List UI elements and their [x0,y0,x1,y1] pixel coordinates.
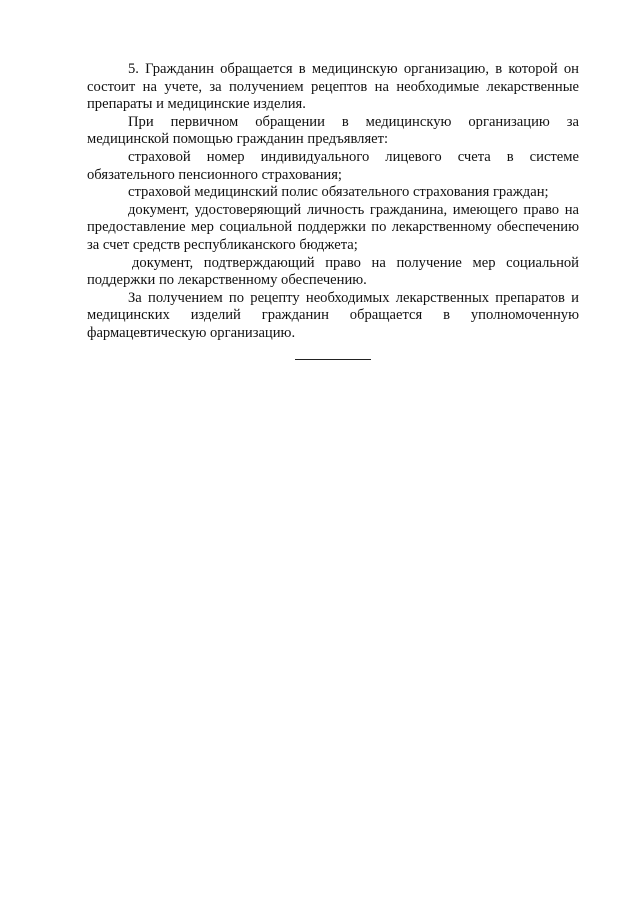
paragraph-pharmacy: За получением по рецепту необходимых лекарственных препаратов и медицинских изделий гражданин обращается в уполномоченную фармацевтическую организацию. [87,289,579,341]
paragraph-snils: страховой номер индивидуального лицевого счета в системе обязательного пенсионного страхования; [87,148,579,183]
end-divider-line [295,359,371,360]
paragraph-identity-document: документ, удостоверяющий личность гражданина, имеющего право на предоставление мер социальной поддержки по лекарственному обеспечению за счет средств республиканского бюджета; [87,201,579,253]
paragraph-item-5: 5. Гражданин обращается в медицинскую организацию, в которой он состоит на учете, за получением рецептов на необходимые лекарственные препараты и медицинские изделия. [87,61,579,113]
document-body [87,61,579,343]
paragraph-insurance-policy: страховой медицинский полис обязательного страхования граждан; [128,184,549,201]
paragraph-entitlement-document: документ, подтверждающий право на получение мер социальной поддержки по лекарственному обеспечению. [87,254,579,289]
paragraph-first-visit: При первичном обращении в медицинскую организацию за медицинской помощью гражданин предъявляет: [87,113,579,148]
